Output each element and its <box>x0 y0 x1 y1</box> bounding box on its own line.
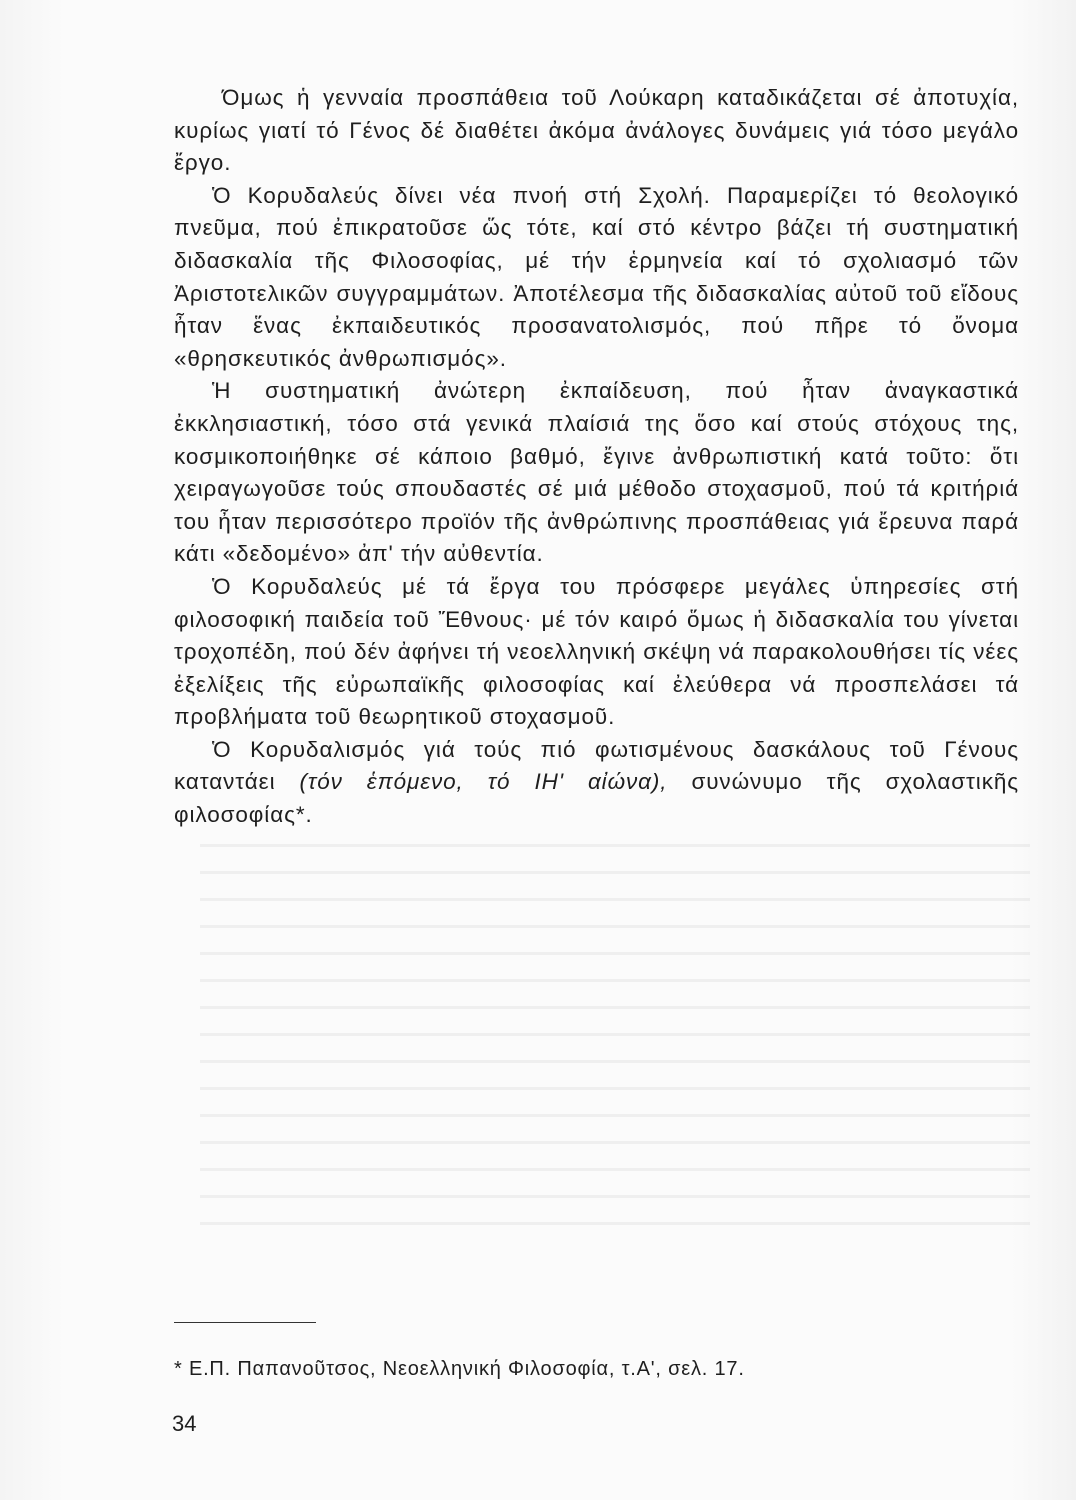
paragraph-5-italic: (τόν ἑπόμενο, τό ΙΗ' αἰώνα), <box>299 769 668 795</box>
footnote-divider <box>174 1322 316 1323</box>
paragraph-4: Ὁ Κορυδαλεύς μέ τά ἔργα του πρόσφερε μεγάλες ὑπηρεσίες στή φιλοσοφική παιδεία τοῦ Ἔθνους· μέ τόν καιρό ὅμως ἡ διδασκαλία του γίνεται τροχοπέδη, πού δέν ἀφήνει τή νεοελληνική σκέψη νά παρακολουθήσει τίς νέες ἐξελίξεις τῆς εὐρωπαϊκῆς φιλοσοφίας καί ἐλεύθερα νά προσπελάσει τά προβλήματα τοῦ θεωρητικοῦ στοχασμοῦ. <box>174 573 1019 730</box>
paragraph-3: Ἡ συστηματική ἀνώτερη ἐκπαίδευση, πού ἦταν ἀναγκαστικά ἐκκλησιαστική, τόσο στά γενικά πλαίσιά της ὅσο καί στούς στόχους της, κοσμικοποιήθηκε σέ κάποιο βαθμό, ἔγινε ἀνθρωπιστική κατά τοῦτο: ὅτι χειραγωγοῦσε τούς σπουδαστές σέ μιά μέθοδο στοχασμοῦ, πού τά κριτήριά του ἦταν περισσότερο προϊόν τῆς ἀνθρώπινης προσπάθειας γιά ἔρευνα παρά κάτι «δεδομένο» ἀπ' τήν αὐθεντία. <box>174 378 1019 567</box>
body-text <box>174 82 1019 832</box>
footnote: * Ε.Π. Παπανοῦτσος, Νεοελληνική Φιλοσοφία, τ.Α', σελ. 17. <box>174 1358 745 1380</box>
page-number: 34 <box>172 1411 197 1436</box>
paragraph-2: Ὁ Κορυδαλεύς δίνει νέα πνοή στή Σχολή. Παραμερίζει τό θεολογικό πνεῦμα, πού ἐπικρατοῦσε ὥς τότε, καί στό κέντρο βάζει τή συστηματική διδασκαλία τῆς Φιλοσοφίας, μέ τήν ἑρμηνεία καί τό σχολιασμό τῶν Ἀριστοτελικῶν συγγραμμάτων. Ἀποτέλεσμα τῆς διδασκαλίας αὐτοῦ τοῦ εἴδους ἦταν ἕνας ἐκπαιδευτικός προσανατολισμός, πού πῆρε τό ὄνομα «θρησκευτικός ἀνθρωπισμός». <box>174 182 1019 371</box>
paragraph-5-start: Ὁ Κορυδαλισμός γιά τούς πιό φωτισμένους δασκάλους τοῦ Γένους καταντάει <box>174 736 1019 795</box>
paragraph-1: Όμως ἡ γενναία προσπάθεια τοῦ Λούκαρη καταδικάζεται σέ ἀποτυχία, κυρίως γιατί τό Γένος δέ διαθέτει ἀκόμα ἀνάλογες δυνάμεις γιά τόσο μεγάλο ἔργο. <box>174 85 1019 176</box>
paragraph-5-end: συνώνυμο τῆς σχολαστικῆς φιλοσοφίας*. <box>174 769 1020 828</box>
paragraph-5 <box>174 734 1019 832</box>
show-through-text <box>200 820 1030 1240</box>
